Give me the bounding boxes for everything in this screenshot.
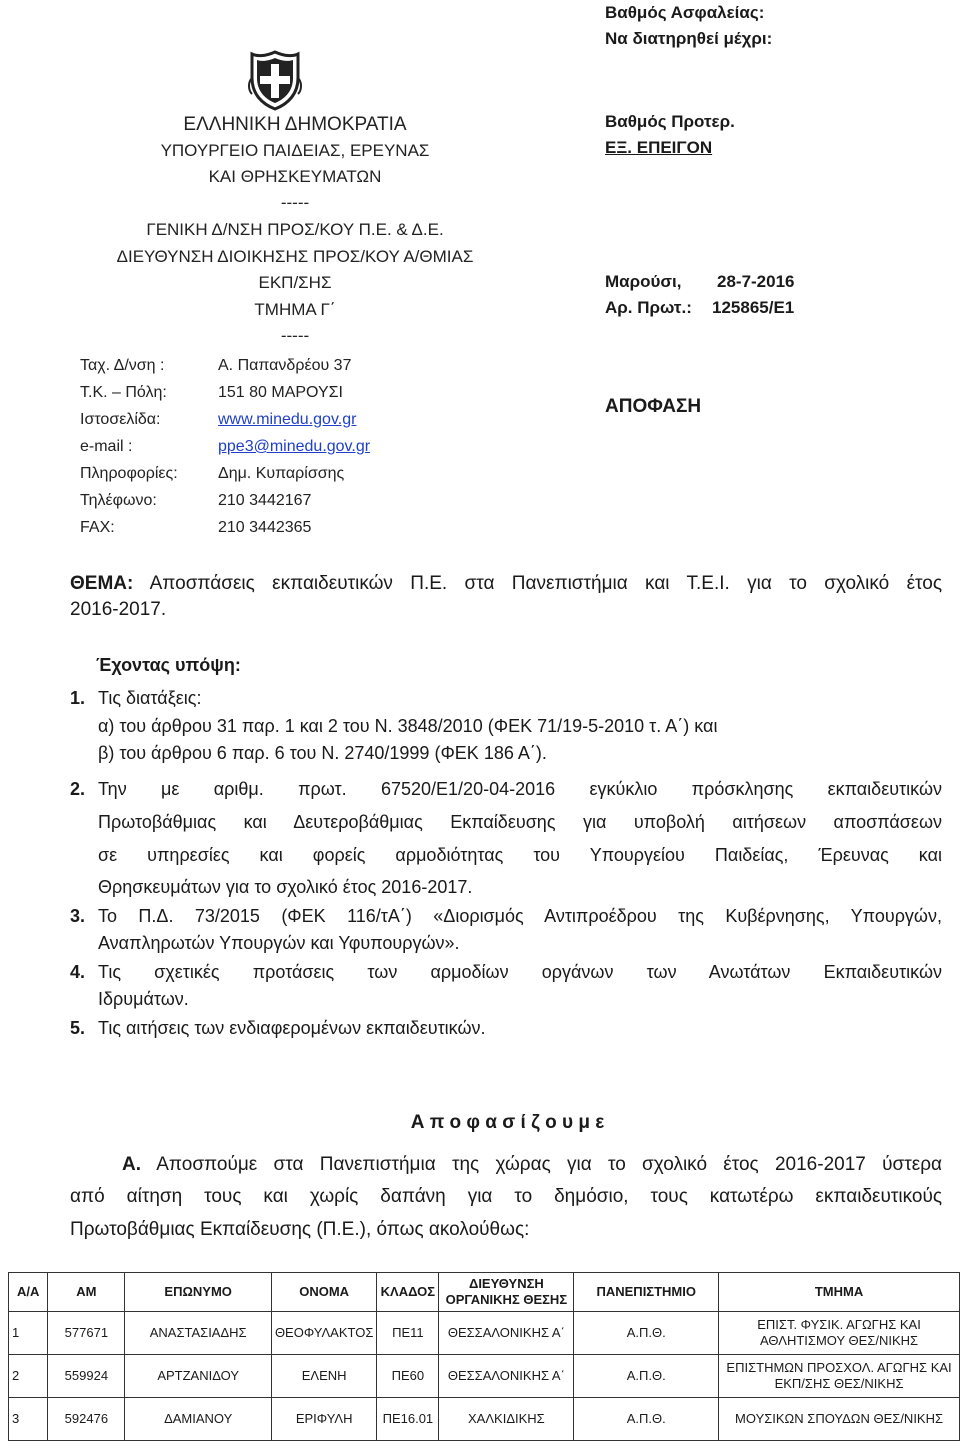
contact-value-postcode: 151 80 ΜΑΡΟΥΣΙ <box>218 384 343 401</box>
table-header-row <box>9 1273 960 1312</box>
decision-heading: Α π ο φ α σ ί ζ ο υ μ ε <box>410 1112 605 1133</box>
contact-value-fax: 210 3442365 <box>218 519 312 536</box>
item-1-sub-a: α) του άρθρου 31 παρ. 1 και 2 του Ν. 3848/2010 (ΦΕΚ 71/19-5-2010 τ. Α΄) και <box>98 716 718 736</box>
protocol-label: Αρ. Πρωτ.: <box>605 298 692 317</box>
website-link[interactable]: www.minedu.gov.gr <box>218 411 357 428</box>
table-row <box>9 1312 960 1355</box>
table-cell: ΕΡΙΦΥΛΗ <box>271 1398 376 1441</box>
table-cell: ΠΕ11 <box>377 1312 439 1355</box>
column-header: ΠΑΝΕΠΙΣΤΗΜΙΟ <box>574 1273 719 1312</box>
decision-para-label: Α. <box>122 1154 141 1175</box>
contact-label-postcode: Τ.Κ. – Πόλη: <box>80 384 167 401</box>
column-header: ΚΛΑΔΟΣ <box>377 1273 439 1312</box>
contact-label-phone: Τηλέφωνο: <box>80 492 157 509</box>
subject-line-1 <box>70 570 942 598</box>
subject-text: Αποσπάσεις εκπαιδευτικών Π.Ε. στα Πανεπιστήμια και Τ.Ε.Ι. για το σχολικό έτος <box>149 573 942 594</box>
contact-value-phone: 210 3442167 <box>218 492 312 509</box>
table-cell: 1 <box>9 1312 48 1355</box>
table-cell: ΑΡΤΖΑΝΙΔΟΥ <box>125 1355 272 1398</box>
table-cell: ΜΟΥΣΙΚΩΝ ΣΠΟΥΔΩΝ ΘΕΣ/ΝΙΚΗΣ <box>719 1398 960 1441</box>
greek-emblem-icon <box>246 48 304 112</box>
column-header: Α/Α <box>9 1273 48 1312</box>
decision-text: Αποσπούμε στα Πανεπιστήμια της χώρας για το σχολικό έτος 2016-2017 ύστερα <box>156 1154 943 1175</box>
table-cell: ΔΑΜΙΑΝΟΥ <box>125 1398 272 1441</box>
column-header: ΟΝΟΜΑ <box>271 1273 376 1312</box>
protocol-number: 125865/Ε1 <box>712 298 795 317</box>
table-cell: ΠΕ16.01 <box>377 1398 439 1441</box>
item-number: 5. <box>70 1018 86 1038</box>
header-line: ΓΕΝΙΚΗ Δ/ΝΣΗ ΠΡΟΣ/ΚΟΥ Π.Ε. & Δ.Ε. <box>146 220 444 239</box>
header-line: ΕΚΠ/ΣΗΣ <box>258 273 332 292</box>
item-2-line: Θρησκευμάτων για το σχολικό έτος 2016-2017. <box>98 877 473 897</box>
table-cell: ΘΕΣΣΑΛΟΝΙΚΗΣ Α΄ <box>439 1355 574 1398</box>
item-number: 2. <box>70 779 86 799</box>
teachers-table <box>8 1272 960 1441</box>
table-cell: ΕΛΕΝΗ <box>271 1355 376 1398</box>
table-row <box>9 1355 960 1398</box>
security-retention-label: Να διατηρηθεί μέχρι: <box>605 29 773 48</box>
table-cell: ΘΕΟΦΥΛΑΚΤΟΣ <box>271 1312 376 1355</box>
header-line: ΔΙΕΥΘΥΝΣΗ ΔΙΟΙΚΗΣΗΣ ΠΡΟΣ/ΚΟΥ Α/ΘΜΙΑΣ <box>116 247 474 266</box>
header-separator: ----- <box>280 193 310 212</box>
security-classification-label: Βαθμός Ασφαλείας: <box>605 3 765 22</box>
decision-line-3: Πρωτοβάθμιας Εκπαίδευσης (Π.Ε.), όπως ακολούθως: <box>70 1219 530 1240</box>
decision-line-2: από αίτηση τους και χωρίς δαπάνη για το δημόσιο, τους κατωτέρω εκπαιδευτικούς <box>70 1186 942 1207</box>
header-separator: ----- <box>280 326 310 345</box>
table-cell: ΧΑΛΚΙΔΙΚΗΣ <box>439 1398 574 1441</box>
table-cell: 559924 <box>48 1355 125 1398</box>
table-cell: Α.Π.Θ. <box>574 1355 719 1398</box>
table-cell: Α.Π.Θ. <box>574 1312 719 1355</box>
table-cell: 592476 <box>48 1398 125 1441</box>
considering-heading: Έχοντας υπόψη: <box>96 655 241 675</box>
item-number: 3. <box>70 906 86 926</box>
priority-label: Βαθμός Προτερ. <box>605 112 735 131</box>
table-cell: ΑΝΑΣΤΑΣΙΑΔΗΣ <box>125 1312 272 1355</box>
header-line: ΥΠΟΥΡΓΕΙΟ ΠΑΙΔΕΙΑΣ, ΕΡΕΥΝΑΣ <box>160 141 430 160</box>
item-2-line: Την με αριθμ. πρωτ. 67520/Ε1/20-04-2016 εγκύκλιο πρόσκλησης εκπαιδευτικών <box>98 779 942 799</box>
contact-label-website: Ιστοσελίδα: <box>80 411 161 428</box>
item-2-line: σε υπηρεσίες και φορείς αρμοδιότητας του Υπουργείου Παιδείας, Έρευνας και <box>98 845 942 865</box>
table-row <box>9 1398 960 1441</box>
decision-line-1 <box>122 1154 942 1176</box>
email-link[interactable]: ppe3@minedu.gov.gr <box>218 438 371 455</box>
contact-label-info: Πληροφορίες: <box>80 465 178 482</box>
priority-value: ΕΞ. ΕΠΕΙΓΟΝ <box>605 138 713 157</box>
contact-value-info: Δημ. Κυπαρίσσης <box>218 465 345 482</box>
header-line: ΤΜΗΜΑ Γ΄ <box>254 300 336 319</box>
subject-line-2: 2016-2017. <box>70 599 167 620</box>
header-line: ΕΛΛΗΝΙΚΗ ΔΗΜΟΚΡΑΤΙΑ <box>183 114 407 135</box>
column-header: ΔΙΕΥΘΥΝΣΗ ΟΡΓΑΝΙΚΗΣ ΘΕΣΗΣ <box>439 1273 574 1312</box>
table-cell: 3 <box>9 1398 48 1441</box>
table-cell: 2 <box>9 1355 48 1398</box>
place-label: Μαρούσι, <box>605 272 682 291</box>
column-header: ΕΠΩΝΥΜΟ <box>125 1273 272 1312</box>
contact-label-email: e-mail : <box>80 438 133 455</box>
table-cell: ΕΠΙΣΤΗΜΩΝ ΠΡΟΣΧΟΛ. ΑΓΩΓΗΣ ΚΑΙ ΕΚΠ/ΣΗΣ ΘΕΣ/ΝΙΚΗΣ <box>719 1355 960 1398</box>
item-5-text: Τις αιτήσεις των ενδιαφερομένων εκπαιδευτικών. <box>98 1018 486 1038</box>
item-2-line: Πρωτοβάθμιας και Δευτεροβάθμιας Εκπαίδευσης για υποβολή αιτήσεων αποσπάσεων <box>98 812 942 832</box>
header-line: ΚΑΙ ΘΡΗΣΚΕΥΜΑΤΩΝ <box>208 167 382 186</box>
item-1-text: Τις διατάξεις: <box>98 688 202 708</box>
document-type: ΑΠΟΦΑΣΗ <box>605 396 702 417</box>
item-number: 1. <box>70 688 86 708</box>
document-date: 28-7-2016 <box>717 272 795 291</box>
contact-label-address: Ταχ. Δ/νση : <box>80 357 165 374</box>
item-1-sub-b: β) του άρθρου 6 παρ. 6 του Ν. 2740/1999 (ΦΕΚ 186 Α΄). <box>98 743 547 763</box>
table-cell: 577671 <box>48 1312 125 1355</box>
column-header: ΑΜ <box>48 1273 125 1312</box>
contact-value-address: Α. Παπανδρέου 37 <box>218 357 352 374</box>
item-4-line: Τις σχετικές προτάσεις των αρμοδίων οργάνων των Ανωτάτων Εκπαιδευτικών <box>98 962 942 982</box>
table-cell: ΘΕΣΣΑΛΟΝΙΚΗΣ Α΄ <box>439 1312 574 1355</box>
subject-label: ΘΕΜΑ: <box>70 573 134 594</box>
contact-label-fax: FAX: <box>80 519 115 536</box>
item-number: 4. <box>70 962 86 982</box>
table-cell: Α.Π.Θ. <box>574 1398 719 1441</box>
column-header: ΤΜΗΜΑ <box>719 1273 960 1312</box>
item-3-line: Αναπληρωτών Υπουργών και Υφυπουργών». <box>98 933 460 953</box>
item-3-line: Το Π.Δ. 73/2015 (ΦΕΚ 116/τΑ΄) «Διορισμός Αντιπροέδρου της Κυβέρνησης, Υπουργών, <box>98 906 942 926</box>
table-cell: ΠΕ60 <box>377 1355 439 1398</box>
item-4-line: Ιδρυμάτων. <box>98 989 189 1009</box>
table-cell: ΕΠΙΣΤ. ΦΥΣΙΚ. ΑΓΩΓΗΣ ΚΑΙ ΑΘΛΗΤΙΣΜΟΥ ΘΕΣ/ΝΙΚΗΣ <box>719 1312 960 1355</box>
